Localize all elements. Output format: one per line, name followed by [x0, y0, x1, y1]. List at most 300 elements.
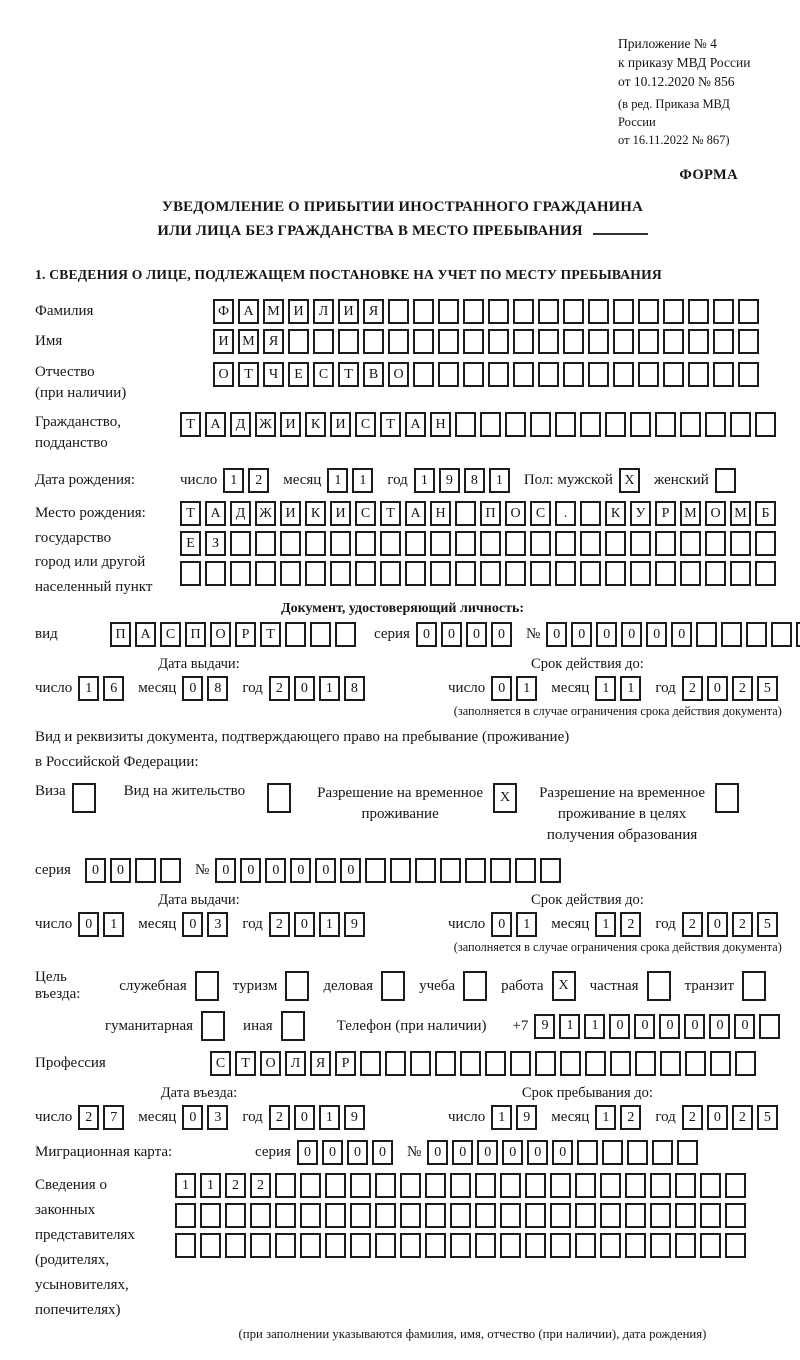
purpose-official: служебная [119, 971, 223, 1001]
form-cell [677, 1140, 698, 1165]
form-cell: 0 [707, 912, 728, 937]
form-cell: М [680, 501, 701, 526]
form-cell [755, 531, 776, 556]
form-cell [380, 531, 401, 556]
form-cell [480, 561, 501, 586]
month-label: месяц [138, 916, 177, 932]
form-cell [400, 1173, 421, 1198]
form-cell: И [338, 299, 359, 324]
form-cell: X [493, 783, 517, 813]
residence-permit-options [35, 783, 770, 846]
form-cell [538, 329, 559, 354]
form-cell [675, 1233, 696, 1258]
month-label: месяц [551, 1109, 590, 1125]
form-cell: Ж [255, 412, 276, 437]
doc-expiry-day [491, 676, 541, 701]
form-cell [438, 299, 459, 324]
form-cell [759, 1014, 780, 1039]
form-cell: 1 [516, 912, 537, 937]
form-cell [738, 329, 759, 354]
form-cell: 1 [319, 676, 340, 701]
form-cell [600, 1233, 621, 1258]
form-cell [738, 299, 759, 324]
form-cell: И [288, 299, 309, 324]
form-cell [480, 531, 501, 556]
permit-issue-day [78, 912, 128, 937]
entry-month [182, 1105, 232, 1130]
form-cell [560, 1051, 581, 1076]
representatives-labels: Сведения о законных представителях (родителях, усыновителях, попечителях) [35, 1177, 135, 1318]
purpose-tourism-checkbox [285, 971, 313, 1001]
form-cell [575, 1233, 596, 1258]
form-cell [400, 1233, 421, 1258]
stay-until-group [393, 1085, 782, 1130]
form-cell [715, 783, 739, 813]
form-cell: 9 [516, 1105, 537, 1130]
citizenship-label-line2: подданство [35, 435, 108, 451]
permit-expiry-day [491, 912, 541, 937]
form-cell [460, 1051, 481, 1076]
purpose-humanitarian-checkbox [201, 1011, 229, 1041]
form-cell [413, 299, 434, 324]
form-cell: 1 [584, 1014, 605, 1039]
form-cell [540, 858, 561, 883]
form-cell [746, 622, 767, 647]
form-cell [563, 362, 584, 387]
form-cell [525, 1173, 546, 1198]
form-cell: 8 [464, 468, 485, 493]
form-cell [688, 362, 709, 387]
form-cell: 1 [78, 676, 99, 701]
form-cell: Т [180, 501, 201, 526]
form-cell [360, 1051, 381, 1076]
form-cell [605, 561, 626, 586]
form-title-line2: ИЛИ ЛИЦА БЕЗ ГРАЖДАНСТВА В МЕСТО ПРЕБЫВАНИЯ [157, 223, 583, 239]
form-cell [375, 1233, 396, 1258]
form-cell: К [305, 501, 326, 526]
form-cell [713, 329, 734, 354]
patronymic-cells [213, 362, 763, 387]
form-cell: 1 [595, 676, 616, 701]
form-cell [660, 1051, 681, 1076]
year-label: год [655, 680, 676, 696]
form-cell [500, 1233, 521, 1258]
day-label: число [35, 916, 73, 932]
day-label: число [35, 1109, 73, 1125]
form-cell [610, 1051, 631, 1076]
citizenship-label [35, 412, 180, 454]
form-cell: 1 [352, 468, 373, 493]
birth-day-cells [223, 468, 273, 493]
visa-label: Виза [35, 783, 66, 799]
month-label: месяц [551, 680, 590, 696]
form-cell [355, 531, 376, 556]
migration-number-cells [427, 1140, 702, 1165]
form-cell: 1 [516, 676, 537, 701]
purpose-study-checkbox [463, 971, 491, 1001]
residence-doc-intro1: Вид и реквизиты документа, подтверждающего право на пребывание (проживание) [35, 729, 570, 745]
sex-male-checkbox [619, 468, 644, 493]
form-cell [580, 412, 601, 437]
permit-issue-month [182, 912, 232, 937]
form-cell [655, 561, 676, 586]
appendix-line: от 10.12.2020 № 856 [618, 74, 735, 89]
permit-series-cells [85, 858, 185, 883]
form-cell: 9 [344, 1105, 365, 1130]
form-cell [381, 971, 405, 1001]
form-cell: 0 [609, 1014, 630, 1039]
form-cell [638, 362, 659, 387]
form-cell: О [388, 362, 409, 387]
form-cell: 0 [85, 858, 106, 883]
form-cell: И [280, 501, 301, 526]
form-cell [400, 1203, 421, 1228]
year-label: год [242, 1109, 263, 1125]
form-cell [663, 329, 684, 354]
form-cell [530, 531, 551, 556]
doc-issue-row [35, 676, 393, 701]
form-cell [630, 531, 651, 556]
form-cell: 0 [452, 1140, 473, 1165]
form-cell: О [210, 622, 231, 647]
migration-card-row [35, 1140, 770, 1165]
form-cell [563, 329, 584, 354]
form-cell: О [505, 501, 526, 526]
form-cell [230, 531, 251, 556]
form-cell [410, 1051, 431, 1076]
form-cell [463, 362, 484, 387]
form-cell [630, 412, 651, 437]
form-cell [180, 561, 201, 586]
year-label: год [655, 1109, 676, 1125]
form-cell: Б [755, 501, 776, 526]
form-cell [638, 299, 659, 324]
form-cell: С [355, 501, 376, 526]
form-cell: 2 [269, 1105, 290, 1130]
form-cell: 5 [757, 676, 778, 701]
form-cell: Ч [263, 362, 284, 387]
form-cell: 2 [225, 1173, 246, 1198]
field-surname [35, 299, 770, 324]
birth-year-cells [414, 468, 514, 493]
form-cell: Т [180, 412, 201, 437]
form-cell: И [213, 329, 234, 354]
form-cell: С [530, 501, 551, 526]
form-cell [488, 362, 509, 387]
form-cell [530, 412, 551, 437]
form-cell [388, 329, 409, 354]
representatives-rows [175, 1173, 770, 1263]
form-cell: 0 [621, 622, 642, 647]
form-cell: Т [380, 501, 401, 526]
form-cell [195, 971, 219, 1001]
form-cell [463, 299, 484, 324]
form-cell: Л [285, 1051, 306, 1076]
form-cell: 0 [634, 1014, 655, 1039]
day-label: число [448, 1109, 486, 1125]
form-cell: 6 [103, 676, 124, 701]
form-cell [475, 1233, 496, 1258]
form-cell: 5 [757, 912, 778, 937]
permit-number-cells [215, 858, 565, 883]
option-visa [35, 783, 100, 813]
doc-expiry-month [595, 676, 645, 701]
form-cell [205, 561, 226, 586]
form-cell [705, 531, 726, 556]
profession-cells [210, 1051, 760, 1076]
permit-expiry-title: Срок действия до: [531, 892, 644, 908]
form-cell: 9 [439, 468, 460, 493]
form-cell [638, 329, 659, 354]
form-cell: 2 [248, 468, 269, 493]
form-cell: 0 [322, 1140, 343, 1165]
form-cell [602, 1140, 623, 1165]
form-cell [275, 1173, 296, 1198]
section1-heading: 1. СВЕДЕНИЯ О ЛИЦЕ, ПОДЛЕЖАЩЕМ ПОСТАНОВКЕ НА УЧЕТ ПО МЕСТУ ПРЕБЫВАНИЯ [35, 267, 662, 282]
option-residence-permit [124, 783, 295, 813]
field-profession [35, 1051, 770, 1076]
representatives-row1 [175, 1173, 750, 1198]
form-cell [647, 971, 671, 1001]
form-cell [305, 561, 326, 586]
permit-series-label: серия [35, 862, 71, 878]
form-cell: У [630, 501, 651, 526]
form-cell: Н [430, 412, 451, 437]
form-cell: 1 [491, 1105, 512, 1130]
form-cell [200, 1203, 221, 1228]
form-cell [721, 622, 742, 647]
form-cell [230, 561, 251, 586]
form-cell: 8 [344, 676, 365, 701]
form-cell [713, 299, 734, 324]
form-cell: 9 [534, 1014, 555, 1039]
form-cell: 0 [110, 858, 131, 883]
form-cell: 1 [200, 1173, 221, 1198]
option-edu-permit [539, 783, 743, 846]
form-cell [300, 1203, 321, 1228]
migration-number-label: № [406, 1144, 422, 1160]
migration-series-label: серия [255, 1144, 291, 1160]
form-cell [255, 531, 276, 556]
form-cell [515, 858, 536, 883]
form-cell: 8 [207, 676, 228, 701]
identity-doc-row [35, 622, 770, 647]
form-cell: Д [230, 412, 251, 437]
appendix-line: Приложение № 4 [618, 36, 717, 51]
doc-number-cells [546, 622, 800, 647]
form-cell [175, 1233, 196, 1258]
birth-place-label-line4: населенный пункт [35, 578, 153, 595]
purpose-private-checkbox [647, 971, 675, 1001]
birth-month-cells [327, 468, 377, 493]
form-cell [650, 1203, 671, 1228]
form-cell: 1 [175, 1173, 196, 1198]
purpose-study: учеба [419, 971, 491, 1001]
form-cell [700, 1203, 721, 1228]
form-cell [688, 299, 709, 324]
form-cell [505, 561, 526, 586]
form-cell [696, 622, 717, 647]
form-cell [305, 531, 326, 556]
form-cell [705, 561, 726, 586]
purpose-work-checkbox [552, 971, 580, 1001]
form-cell: Р [235, 622, 256, 647]
form-cell: 1 [489, 468, 510, 493]
form-cell: О [260, 1051, 281, 1076]
form-cell: Т [338, 362, 359, 387]
purpose-transit: транзит [685, 971, 770, 1001]
purpose-tourism: туризм [233, 971, 314, 1001]
form-cell: 0 [491, 912, 512, 937]
doc-series-label: серия [374, 626, 410, 642]
temp-permit-checkbox [493, 783, 521, 813]
doc-expiry-title: Срок действия до: [531, 656, 644, 672]
form-cell [525, 1203, 546, 1228]
form-cell [72, 783, 96, 813]
form-cell: Я [263, 329, 284, 354]
form-cell [390, 858, 411, 883]
form-cell: 0 [182, 1105, 203, 1130]
form-cell [330, 561, 351, 586]
form-cell [577, 1140, 598, 1165]
form-cell [450, 1233, 471, 1258]
form-cell [375, 1173, 396, 1198]
entry-year [269, 1105, 369, 1130]
phone-prefix: +7 [512, 1017, 529, 1034]
form-cell [575, 1173, 596, 1198]
form-cell: 0 [491, 676, 512, 701]
form-cell [200, 1233, 221, 1258]
form-cell [425, 1233, 446, 1258]
form-cell [550, 1173, 571, 1198]
form-cell [465, 858, 486, 883]
form-cell: А [205, 501, 226, 526]
purpose-official-checkbox [195, 971, 223, 1001]
form-cell [588, 362, 609, 387]
form-cell: 0 [441, 622, 462, 647]
form-cell [730, 531, 751, 556]
form-cell: 7 [103, 1105, 124, 1130]
field-given-name [35, 329, 770, 354]
form-cell: А [238, 299, 259, 324]
form-cell [600, 1203, 621, 1228]
year-label: год [387, 472, 408, 488]
sex-female-label: женский [653, 472, 709, 488]
year-label: год [242, 916, 263, 932]
form-cell [550, 1233, 571, 1258]
year-label: год [242, 680, 263, 696]
form-cell: 0 [347, 1140, 368, 1165]
form-cell [405, 531, 426, 556]
form-cell [730, 412, 751, 437]
entry-dates [35, 1085, 770, 1130]
form-cell [505, 412, 526, 437]
given-name-cells [213, 329, 763, 354]
form-cell: 2 [682, 676, 703, 701]
form-cell: 3 [207, 912, 228, 937]
form-cell [627, 1140, 648, 1165]
entry-date-row [35, 1105, 393, 1130]
identity-doc-heading: Документ, удостоверяющий личность: [280, 601, 525, 616]
form-cell [538, 299, 559, 324]
form-cell: 0 [684, 1014, 705, 1039]
form-cell [380, 561, 401, 586]
form-cell: М [263, 299, 284, 324]
form-cell [625, 1173, 646, 1198]
form-cell [755, 412, 776, 437]
visit-purpose-label: Цель въезда: [35, 969, 81, 1002]
entry-date-title: Дата въезда: [160, 1085, 238, 1101]
form-cell: 0 [707, 1105, 728, 1130]
form-cell [250, 1203, 271, 1228]
form-cell: 2 [269, 912, 290, 937]
form-cell [575, 1203, 596, 1228]
form-cell [663, 362, 684, 387]
form-cell: 1 [103, 912, 124, 937]
form-cell: 0 [315, 858, 336, 883]
form-cell: 0 [372, 1140, 393, 1165]
doc-kind-cells [110, 622, 360, 647]
form-cell [600, 1173, 621, 1198]
form-cell [350, 1173, 371, 1198]
form-cell: 1 [559, 1014, 580, 1039]
form-title [35, 196, 770, 243]
form-cell [613, 329, 634, 354]
stay-until-row [393, 1105, 782, 1130]
form-cell: Я [363, 299, 384, 324]
identity-doc-dates [35, 656, 782, 719]
form-cell: А [205, 412, 226, 437]
form-cell: 0 [182, 912, 203, 937]
field-citizenship [35, 412, 770, 454]
form-cell [585, 1051, 606, 1076]
form-cell [335, 622, 356, 647]
form-cell: Е [288, 362, 309, 387]
form-cell: С [160, 622, 181, 647]
edit-note [618, 95, 770, 149]
form-cell: 0 [646, 622, 667, 647]
form-cell: П [110, 622, 131, 647]
form-cell: С [355, 412, 376, 437]
form-cell: Т [238, 362, 259, 387]
form-cell [630, 561, 651, 586]
residence-doc-dates [35, 892, 782, 955]
form-cell [505, 531, 526, 556]
purpose-other-checkbox [281, 1011, 309, 1041]
form-cell [413, 362, 434, 387]
form-cell: А [135, 622, 156, 647]
form-cell: И [280, 412, 301, 437]
visit-purpose-row1 [35, 969, 770, 1003]
form-cell [385, 1051, 406, 1076]
purpose-business-checkbox [381, 971, 409, 1001]
form-cell: 0 [290, 858, 311, 883]
edit-line: (в ред. Приказа МВД России [618, 97, 730, 129]
form-cell: П [185, 622, 206, 647]
field-patronymic [35, 362, 770, 404]
form-cell [463, 971, 487, 1001]
form-cell: 1 [319, 1105, 340, 1130]
residence-doc-number-row [35, 858, 770, 883]
form-cell: П [480, 501, 501, 526]
form-cell: К [605, 501, 626, 526]
form-cell: 2 [682, 1105, 703, 1130]
form-cell: А [405, 412, 426, 437]
form-cell [160, 858, 181, 883]
edit-line: от 16.11.2022 № 867) [618, 133, 730, 147]
migration-card-label: Миграционная карта: [35, 1144, 173, 1160]
day-label: число [35, 680, 73, 696]
